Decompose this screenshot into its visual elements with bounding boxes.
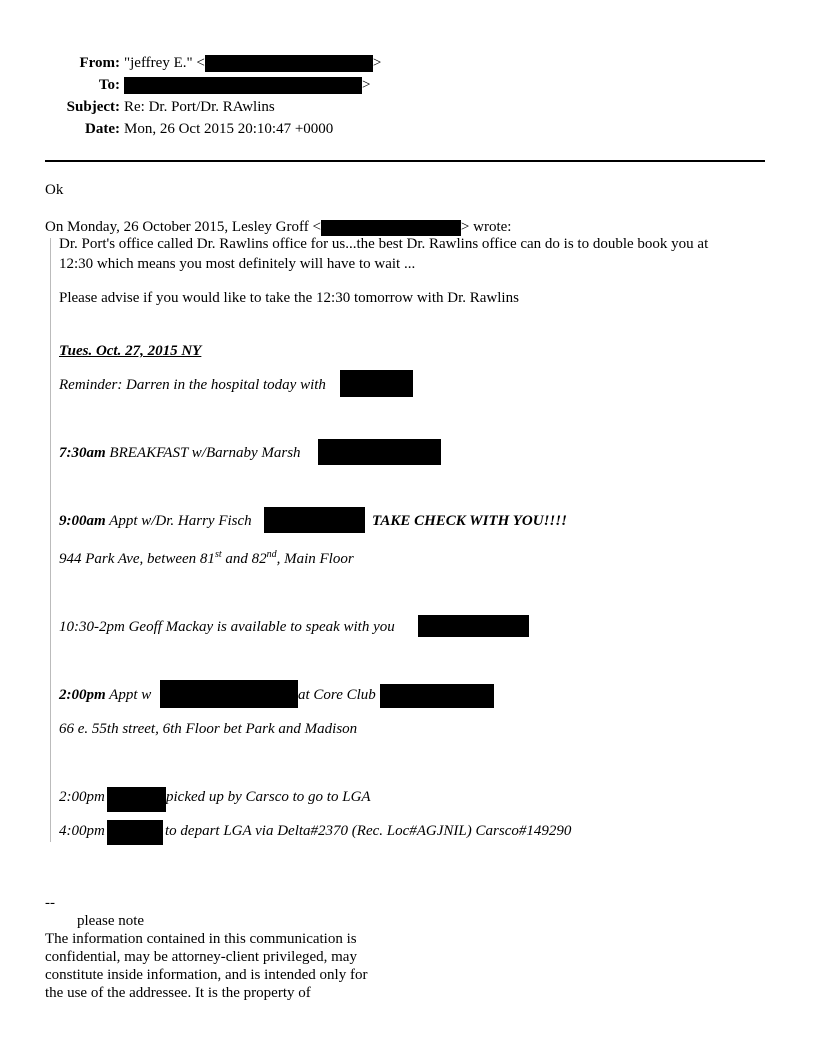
redaction-block — [107, 787, 166, 812]
disclaimer-line: constitute inside information, and is intended only for — [45, 967, 368, 983]
quote-para1-line1: Dr. Port's office called Dr. Rawlins office for us...the best Dr. Rawlins office can do is to double book you at — [59, 236, 709, 252]
address-part: and 82 — [221, 551, 267, 567]
quote-intro-start: On Monday, 26 October 2015, Lesley Groff < — [45, 219, 321, 235]
to-close: > — [362, 77, 371, 93]
subject-row — [45, 96, 381, 118]
quote-para2: Please advise if you would like to take the 12:30 tomorrow with Dr. Rawlins — [59, 290, 519, 306]
redaction-block — [318, 439, 441, 465]
schedule-item-appt-fisch — [59, 513, 252, 530]
redaction-block — [205, 55, 373, 72]
signature-block — [45, 894, 367, 1002]
item-text: 10:30-2pm Geoff Mackay is available to speak with you — [59, 619, 395, 635]
schedule-item-breakfast — [59, 445, 301, 462]
redaction-block — [418, 615, 529, 637]
quote-intro-end: > wrote: — [460, 219, 512, 235]
please-note: please note — [77, 913, 145, 929]
schedule-item-address — [59, 551, 354, 568]
item-time: 7:30am — [59, 445, 106, 461]
redaction-block — [264, 507, 365, 533]
redaction-block — [340, 370, 413, 397]
from-row — [45, 52, 381, 74]
schedule-item-address: 66 e. 55th street, 6th Floor bet Park and Madison — [59, 721, 358, 737]
from-close: > — [372, 55, 382, 71]
date-row — [45, 118, 381, 140]
subject-label: Subject: — [66, 99, 120, 115]
from-label: From: — [79, 55, 120, 71]
quote-para1-line2: 12:30 which means you most definitely will have to wait ... — [59, 256, 416, 272]
reminder-text: Reminder: Darren in the hospital today with — [59, 377, 326, 393]
item-time: 2:00pm — [59, 687, 106, 703]
item-text: BREAKFAST w/Barnaby Marsh — [105, 445, 301, 461]
item-time: 2:00pm — [59, 789, 105, 805]
item-text: Appt w — [105, 687, 152, 703]
redaction-block — [380, 684, 494, 708]
to-row — [45, 74, 381, 96]
header-divider — [45, 160, 765, 162]
item-text: Appt w/Dr. Harry Fisch — [105, 513, 252, 529]
item-time: 4:00pm — [59, 823, 105, 839]
reply-text: Ok — [45, 182, 64, 198]
item-time: 9:00am — [59, 513, 106, 529]
email-header — [45, 52, 381, 140]
redaction-block — [160, 680, 298, 708]
schedule-item-depart — [59, 823, 105, 840]
address-sup: st — [214, 549, 222, 560]
item-text: picked up by Carsco to go to LGA — [166, 789, 371, 805]
address-part: 944 Park Ave, between 81 — [59, 551, 215, 567]
schedule-item-pickup — [59, 789, 105, 806]
from-name: "jeffrey E." < — [124, 55, 205, 71]
date-label: Date: — [85, 121, 120, 137]
redaction-block — [321, 220, 461, 236]
subject-value: Re: Dr. Port/Dr. RAwlins — [124, 99, 275, 115]
schedule-item-mackay — [59, 619, 395, 636]
to-label: To: — [98, 77, 120, 93]
signature-dash: -- — [45, 895, 55, 911]
from-value — [124, 52, 381, 74]
to-value — [124, 74, 370, 96]
schedule-date-heading: Tues. Oct. 27, 2015 NY — [59, 343, 202, 359]
redaction-block — [107, 820, 163, 845]
date-value: Mon, 26 Oct 2015 20:10:47 +0000 — [124, 121, 334, 137]
item-note: TAKE CHECK WITH YOU!!!! — [372, 513, 567, 529]
redaction-block — [124, 77, 362, 94]
quote-bar — [50, 238, 51, 842]
schedule-item-core-club — [59, 687, 151, 704]
disclaimer-line: The information contained in this communication is — [45, 931, 357, 947]
quote-intro — [45, 219, 511, 236]
item-location: at Core Club — [298, 687, 376, 703]
item-text: to depart LGA via Delta#2370 (Rec. Loc#AGJNIL) Carsco#149290 — [165, 823, 572, 839]
disclaimer-line: the use of the addressee. It is the property of — [45, 985, 311, 1001]
address-part: , Main Floor — [276, 551, 354, 567]
address-sup: nd — [266, 549, 277, 560]
disclaimer-line: confidential, may be attorney-client privileged, may — [45, 949, 357, 965]
schedule-reminder — [59, 377, 326, 394]
